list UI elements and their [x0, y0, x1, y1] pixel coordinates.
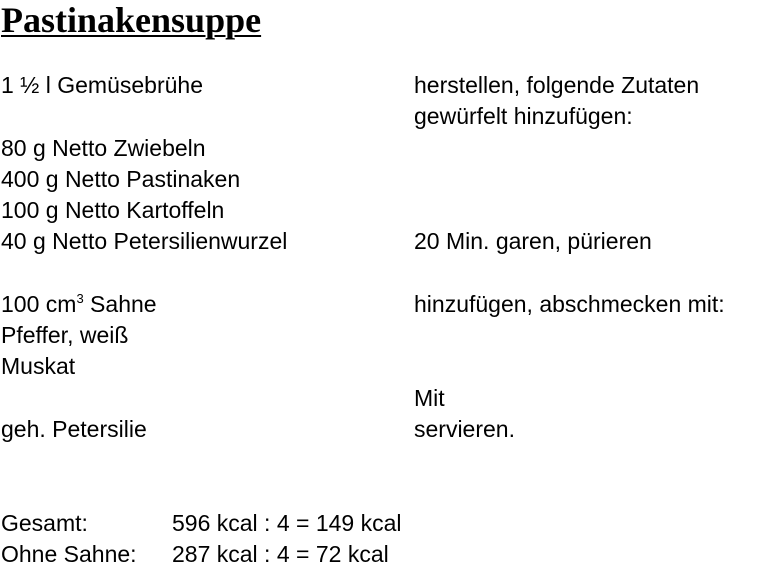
- ingredient-cream: [1, 291, 157, 318]
- ingredient-potatoes: 100 g Netto Kartoffeln: [1, 197, 225, 223]
- total-calories-label: Gesamt:: [1, 510, 88, 536]
- no-cream-calories-label: Ohne Sahne:: [1, 541, 137, 567]
- ingredient-parsley: geh. Petersilie: [1, 416, 147, 442]
- cream-name: Sahne: [83, 291, 157, 317]
- instruction-step2: 20 Min. garen, pürieren: [414, 228, 652, 254]
- ingredient-pepper: Pfeffer, weiß: [1, 322, 129, 348]
- ingredient-parsnips: 400 g Netto Pastinaken: [1, 166, 241, 192]
- ingredient-onions: 80 g Netto Zwiebeln: [1, 135, 206, 161]
- ingredient-broth: 1 ½ l Gemüsebrühe: [1, 72, 204, 98]
- no-cream-calories-value: 287 kcal : 4 = 72 kcal: [172, 541, 389, 567]
- instruction-step4-line2: servieren.: [414, 416, 515, 442]
- cream-unit-superscript: 3: [76, 291, 84, 306]
- ingredient-nutmeg: Muskat: [1, 353, 76, 379]
- cream-amount: 100 cm: [1, 291, 77, 317]
- instruction-step4-line1: Mit: [414, 385, 445, 411]
- total-calories-value: 596 kcal : 4 = 149 kcal: [172, 510, 402, 536]
- ingredient-parsley-root: 40 g Netto Petersilienwurzel: [1, 228, 288, 254]
- instruction-step1-line1: herstellen, folgende Zutaten: [414, 72, 700, 98]
- recipe-title: Pastinakensuppe: [1, 0, 262, 40]
- instruction-step1-line2: gewürfelt hinzufügen:: [414, 103, 633, 129]
- instruction-step3: hinzufügen, abschmecken mit:: [414, 291, 725, 317]
